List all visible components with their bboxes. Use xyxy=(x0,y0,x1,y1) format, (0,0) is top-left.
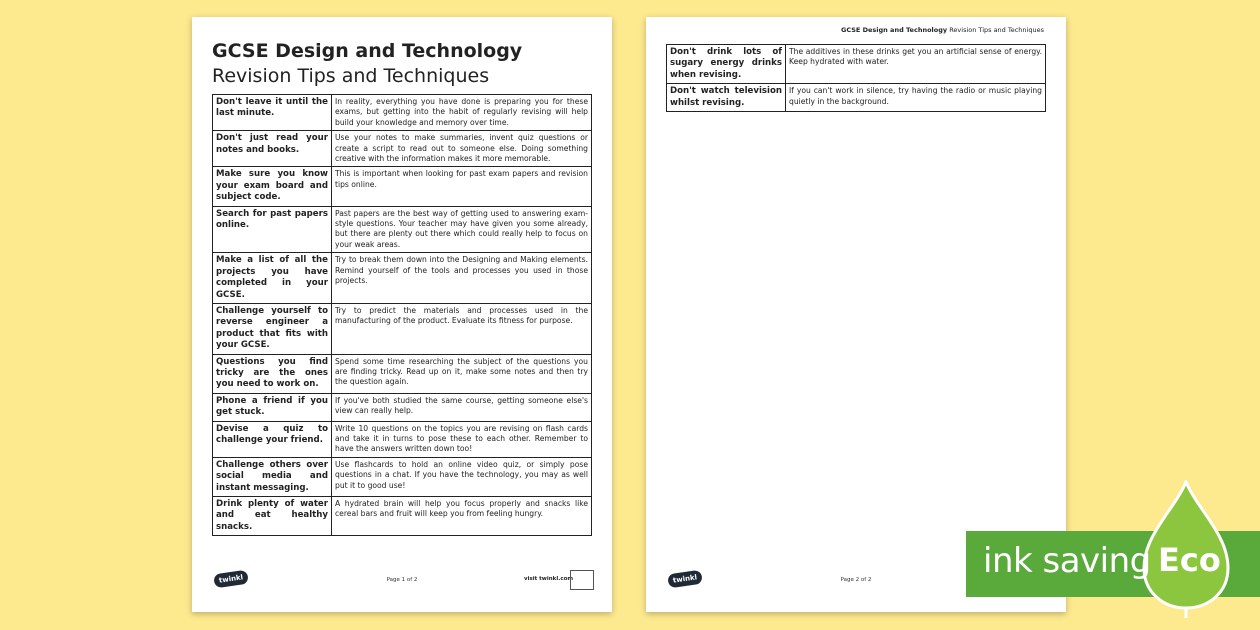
tip-cell: Phone a friend if you get stuck. xyxy=(213,393,332,421)
tips-table-continued xyxy=(666,44,1046,112)
table-row xyxy=(213,497,592,536)
running-header xyxy=(841,26,1044,34)
table-row xyxy=(213,354,592,393)
description-cell: Write 10 questions on the topics you are revising on flash cards and take it in turns to pose these to each other. Remember to have the answers written down too! xyxy=(332,421,592,457)
header-rest: Revision Tips and Techniques xyxy=(947,26,1044,34)
description-cell: A hydrated brain will help you focus properly and snacks like cereal bars and fruit will keep you from feeling hungry. xyxy=(332,497,592,536)
table-row xyxy=(213,253,592,304)
document-page-2 xyxy=(646,17,1066,612)
tip-cell: Don't leave it until the last minute. xyxy=(213,95,332,131)
description-cell: Use your notes to make summaries, invent quiz questions or create a script to read out to someone else. Doing something creative with the information makes it more memorable. xyxy=(332,131,592,167)
twinkl-logo: twinkl xyxy=(213,570,249,589)
description-cell: Spend some time researching the subject of the questions you are finding tricky. Read up on it, make some notes and then try the question again. xyxy=(332,354,592,393)
tip-cell: Challenge yourself to reverse engineer a product that fits with your GCSE. xyxy=(213,303,332,354)
title-bold: GCSE Design and Technology xyxy=(212,40,523,62)
description-cell: Use flashcards to hold an online video quiz, or simply pose questions in a chat. If you have the technology, you may as well put it to good use! xyxy=(332,457,592,496)
eco-text: Eco xyxy=(1158,541,1221,579)
page-title xyxy=(212,39,597,89)
description-cell: This is important when looking for past exam papers and revision tips online. xyxy=(332,167,592,206)
tip-cell: Questions you find tricky are the ones you need to work on. xyxy=(213,354,332,393)
description-cell: Try to predict the materials and processes used in the manufacturing of the product. Evaluate its fitness for purpose. xyxy=(332,303,592,354)
table-row xyxy=(213,206,592,253)
tip-cell: Don't watch television whilst revising. xyxy=(667,84,786,112)
tip-cell: Devise a quiz to challenge your friend. xyxy=(213,421,332,457)
description-cell: If you've both studied the same course, getting someone else's view can really help. xyxy=(332,393,592,421)
table-row xyxy=(213,393,592,421)
table-row xyxy=(213,421,592,457)
table-row xyxy=(213,457,592,496)
tip-cell: Don't drink lots of sugary energy drinks when revising. xyxy=(667,45,786,84)
tip-cell: Drink plenty of water and eat healthy snacks. xyxy=(213,497,332,536)
title-rest: Revision Tips and Techniques xyxy=(212,65,490,87)
tip-cell: Search for past papers online. xyxy=(213,206,332,253)
table-row xyxy=(213,95,592,131)
table-row xyxy=(667,84,1046,112)
description-cell: If you can't work in silence, try having the radio or music playing quietly in the background. xyxy=(786,84,1046,112)
description-cell: The additives in these drinks get you an artificial sense of energy. Keep hydrated with water. xyxy=(786,45,1046,84)
table-row xyxy=(213,303,592,354)
table-row xyxy=(667,45,1046,84)
tip-cell: Don't just read your notes and books. xyxy=(213,131,332,167)
tip-cell: Make a list of all the projects you have completed in your GCSE. xyxy=(213,253,332,304)
ink-saving-text: ink saving xyxy=(983,541,1151,581)
document-page-1 xyxy=(192,17,612,612)
quality-badge-icon xyxy=(570,570,594,590)
tips-table xyxy=(212,94,592,536)
description-cell: Past papers are the best way of getting used to answering exam-style questions. Your teacher may have given you some already, but there are plenty out there which could really help to focus on your weak areas. xyxy=(332,206,592,253)
tip-cell: Challenge others over social media and instant messaging. xyxy=(213,457,332,496)
table-row xyxy=(213,167,592,206)
twinkl-logo: twinkl xyxy=(667,570,703,589)
visit-link[interactable]: visit twinkl.com xyxy=(524,576,574,582)
tip-cell: Make sure you know your exam board and subject code. xyxy=(213,167,332,206)
header-bold: GCSE Design and Technology xyxy=(841,26,948,34)
page-number: Page 2 of 2 xyxy=(840,577,872,583)
description-cell: In reality, everything you have done is preparing you for these exams, but getting into the habit of regularly revising will help build your knowledge and memory over time. xyxy=(332,95,592,131)
table-row xyxy=(213,131,592,167)
page-number: Page 1 of 2 xyxy=(386,577,418,583)
description-cell: Try to break them down into the Designing and Making elements. Remind yourself of the tools and processes you used in those projects. xyxy=(332,253,592,304)
